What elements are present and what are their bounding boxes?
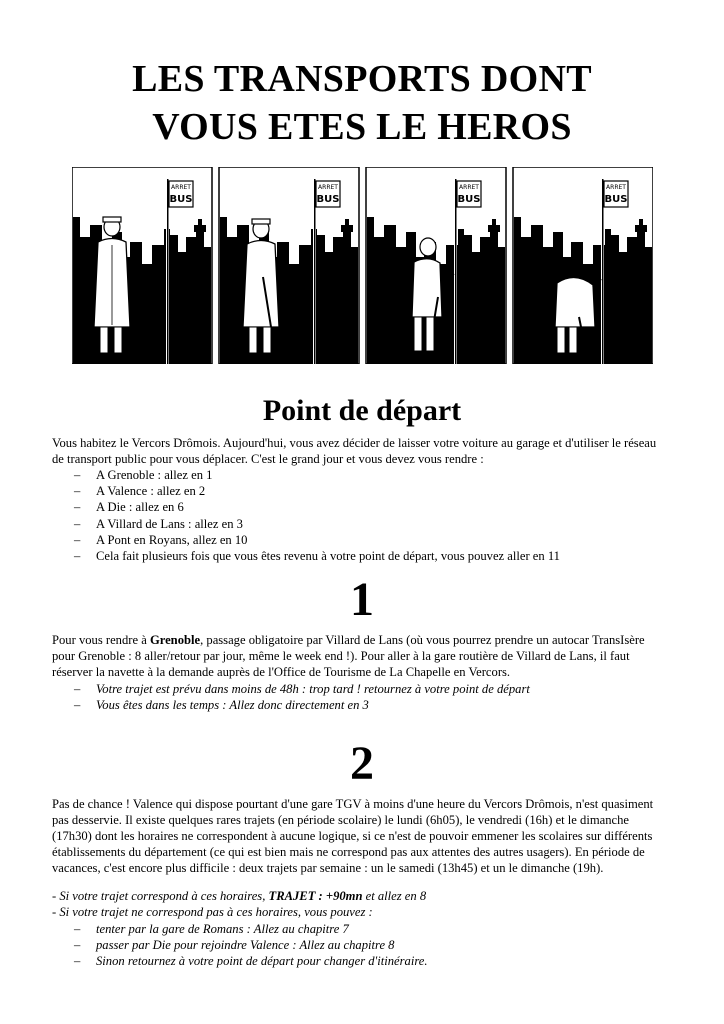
bus-stop-sign-top: ARRET	[459, 184, 479, 191]
section-1-text-bold: Grenoble	[149, 633, 201, 647]
bus-stop-sign-top: ARRET	[171, 184, 191, 191]
comic-panel-4	[513, 167, 653, 364]
bus-stop-sign-top: ARRET	[318, 184, 338, 191]
list-item: – passer par Die pour rejoindre Valence : Allez au chapitre 8	[52, 937, 664, 953]
list-item: – A Grenoble : allez en 1	[52, 467, 664, 483]
list-item: – Vous êtes dans les temps : Allez donc directement en 3	[52, 697, 664, 713]
section-number-2: 2	[350, 737, 374, 790]
condition-1-bold: TRAJET : +90mn	[268, 889, 363, 903]
start-options-list	[52, 467, 664, 564]
section-2-options-list	[52, 921, 664, 970]
list-item: – A Villard de Lans : allez en 3	[52, 516, 664, 532]
section-1-text-a: Pour vous rendre à	[52, 633, 150, 647]
section-2-condition-2: - Si votre trajet ne correspond pas à ces horaires, vous pouvez :	[52, 905, 373, 919]
title-line-1: LES TRANSPORTS DONT	[132, 58, 592, 100]
section-heading-start: Point de départ	[262, 394, 462, 427]
section-1-text	[52, 632, 664, 680]
bus-stop-sign-bottom: BUS	[457, 194, 481, 205]
section-2-condition-1	[52, 888, 664, 904]
list-item: – Cela fait plusieurs fois que vous êtes revenu à votre point de départ, vous pouvez aller en 11	[52, 548, 664, 564]
list-item: – A Pont en Royans, allez en 10	[52, 532, 664, 548]
section-1-text-b: , passage obligatoire par Villard de Lans (où vous pourrez prendre un autocar TransIsère pour Grenoble : 8 aller/retour par jour, même le week end !). Pour aller à la gare routière de Villard de Lans, il faut réserver la navette à la demande auprès de l'Office de Tourisme de La Chapelle en Vercors.	[52, 633, 645, 679]
bus-stop-sign-bottom: BUS	[316, 194, 340, 205]
bus-stop-sign-top: ARRET	[606, 184, 626, 191]
page-title	[0, 55, 724, 151]
start-intro: Vous habitez le Vercors Drômois. Aujourd'hui, vous avez décider de laisser votre voiture au garage et d'utiliser le réseau de transport public pour vous déplacer. C'est le grand jour et vous devez vous rendre :	[52, 436, 657, 466]
title-line-2: VOUS ETES LE HEROS	[152, 106, 572, 148]
section-2-text: Pas de chance ! Valence qui dispose pourtant d'une gare TGV à moins d'une heure du Vercors Drômois, n'est quasiment pas desservie. Il existe quelques rares trajets (en période scolaire) le lundi (6h05), le vendredi (16h) et le dimanche (17h30) dont les horaires ne correspondent à aucune logique, si ce n'est de pouvoir emmener les scolaires sur différents établissements du département (ce qui est bien mais ne correspond pas aux attentes des autres usagers). En période de vacances, c'est encore plus difficile : deux trajets par semaine : un le samedi (13h45) et un le dimanche (19h).	[52, 797, 654, 875]
comic-panel-2	[219, 167, 359, 364]
bus-stop-sign-bottom: BUS	[169, 194, 193, 205]
condition-1-text-a: - Si votre trajet correspond à ces horaires,	[52, 889, 269, 903]
list-item: – tenter par la gare de Romans : Allez au chapitre 7	[52, 921, 664, 937]
comic-panel-3	[366, 167, 506, 364]
comic-panel-1	[72, 167, 212, 364]
list-item: – Sinon retournez à votre point de départ pour changer d'itinéraire.	[52, 953, 664, 969]
comic-strip	[72, 167, 653, 364]
section-number-1: 1	[350, 573, 374, 626]
list-item: – A Die : allez en 6	[52, 499, 664, 515]
list-item: – Votre trajet est prévu dans moins de 48h : trop tard ! retournez à votre point de départ	[52, 681, 664, 697]
condition-1-text-b: et allez en 8	[362, 889, 427, 903]
section-2-conditions	[52, 888, 664, 920]
list-item: – A Valence : allez en 2	[52, 483, 664, 499]
section-1-options-list	[52, 681, 664, 713]
bus-stop-sign-bottom: BUS	[604, 194, 628, 205]
